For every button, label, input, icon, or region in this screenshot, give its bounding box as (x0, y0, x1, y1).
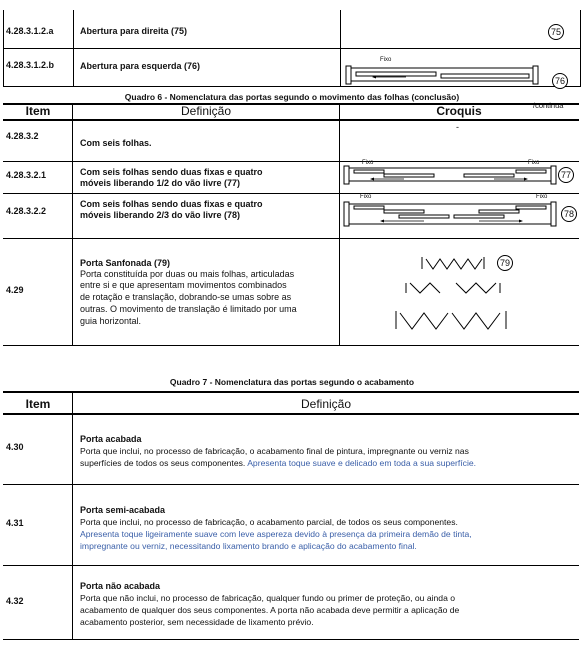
badge-77: 77 (558, 167, 574, 183)
item-4-28-3-2-2: 4.28.3.2.2 (6, 206, 47, 216)
continua-label: /continua (533, 101, 564, 110)
def-abertura-esquerda: Abertura para esquerda (76) (80, 61, 201, 71)
sanfonada-l2: entre si e que apresentam movimentos combinados (80, 280, 287, 290)
sanfonada-l1: Porta constituída por duas ou mais folhas, articuladas (80, 269, 295, 279)
item-4-30: 4.30 (6, 442, 24, 452)
sanfonada-l4: outras. O movimento de translação é limitado por uma (80, 304, 297, 314)
fixo-right-77: Fixo (528, 160, 540, 166)
nao-acabada-l2: acabamento de qualquer dos seus componentes. A porta não acabada deve permitir a aplicação de (80, 605, 460, 615)
q7-header-item: Item (25, 397, 51, 411)
quadro6-caption: Quadro 6 - Nomenclatura das portas segundo o movimento das folhas (conclusão) (124, 92, 460, 102)
semi-acabada-l1: Porta que inclui, no processo de fabricação, o acabamento parcial, de todos os seus componentes. (80, 517, 458, 527)
item-4-32: 4.32 (6, 596, 24, 606)
acabada-l2b: Apresenta toque suave e delicado em toda a sua superfície. (247, 458, 477, 468)
semi-acabada-l3: impregnante ou verniz, necessitando lixamento brando e aplicação do acabamento final. (80, 541, 417, 551)
nao-acabada-l1: Porta que não inclui, no processo de fabricação, qualquer fundo ou primer de proteção, ou ainda o (80, 593, 456, 603)
item-4-28-3-1-2-b: 4.28.3.1.2.b (6, 60, 55, 70)
item-4-28-3-2-1: 4.28.3.2.1 (6, 170, 47, 180)
door-diagram-76 (346, 64, 546, 86)
semi-acabada-title: Porta semi-acabada (80, 505, 166, 515)
q6-header-item: Item (25, 104, 51, 118)
acabada-l2a: superfícies de todos os seus componentes. (80, 458, 248, 468)
sanfonada-l3: de rotação e translação, dobrando-se umas sobre as (80, 292, 292, 302)
acabada-title: Porta acabada (80, 434, 142, 444)
fixo-left-77: Fixo (362, 160, 374, 166)
acabada-l1: Porta que inclui, no processo de fabricação, o acabamento final de pintura, impregnante ou verniz nas (80, 446, 469, 456)
fixo-label: Fixo (380, 57, 392, 63)
badge-78: 78 (561, 206, 577, 222)
quadro7-caption: Quadro 7 - Nomenclatura das portas segundo o acabamento (169, 377, 415, 387)
fixo-right-78: Fixo (536, 194, 548, 200)
sanfonada-title: Porta Sanfonada (79) (80, 258, 171, 268)
def-abertura-direita: Abertura para direita (75) (80, 26, 188, 36)
item-4-29: 4.29 (6, 285, 24, 295)
croquis-dash: - (456, 122, 459, 132)
nao-acabada-l3: acabamento posterior, sem necessidade de lixamento prévio. (80, 617, 314, 627)
item-4-28-3-2: 4.28.3.2 (6, 131, 39, 141)
def-seis-folhas: Com seis folhas. (80, 138, 152, 148)
q7-header-definicao: Definição (300, 397, 352, 411)
def-seis-folhas-1-2-l2: móveis liberando 1/2 do vão livre (77) (80, 178, 241, 188)
badge-79: 79 (497, 255, 513, 271)
item-4-31: 4.31 (6, 518, 24, 528)
acabada-l2 (80, 458, 476, 469)
sanfonada-l5: guia horizontal. (80, 316, 142, 326)
q6-header-definicao: Definição (180, 104, 232, 118)
item-4-28-3-1-2-a: 4.28.3.1.2.a (6, 26, 54, 36)
nao-acabada-title: Porta não acabada (80, 581, 161, 591)
badge-75: 75 (548, 24, 564, 40)
door-diagram-77 (344, 164, 556, 186)
fixo-left-78: Fixo (360, 194, 372, 200)
def-seis-folhas-1-2-l1: Com seis folhas sendo duas fixas e quatro (80, 167, 263, 177)
def-seis-folhas-2-3-l1: Com seis folhas sendo duas fixas e quatro (80, 199, 263, 209)
semi-acabada-l2: Apresenta toque ligeiramente suave com leve aspereza devido à presença da primeira demão de tinta, (80, 529, 472, 539)
badge-76: 76 (552, 73, 568, 89)
door-diagram-78 (344, 200, 556, 230)
q6-header-croquis: Croquis (436, 104, 482, 118)
def-seis-folhas-2-3-l2: móveis liberando 2/3 do vão livre (78) (80, 210, 241, 220)
